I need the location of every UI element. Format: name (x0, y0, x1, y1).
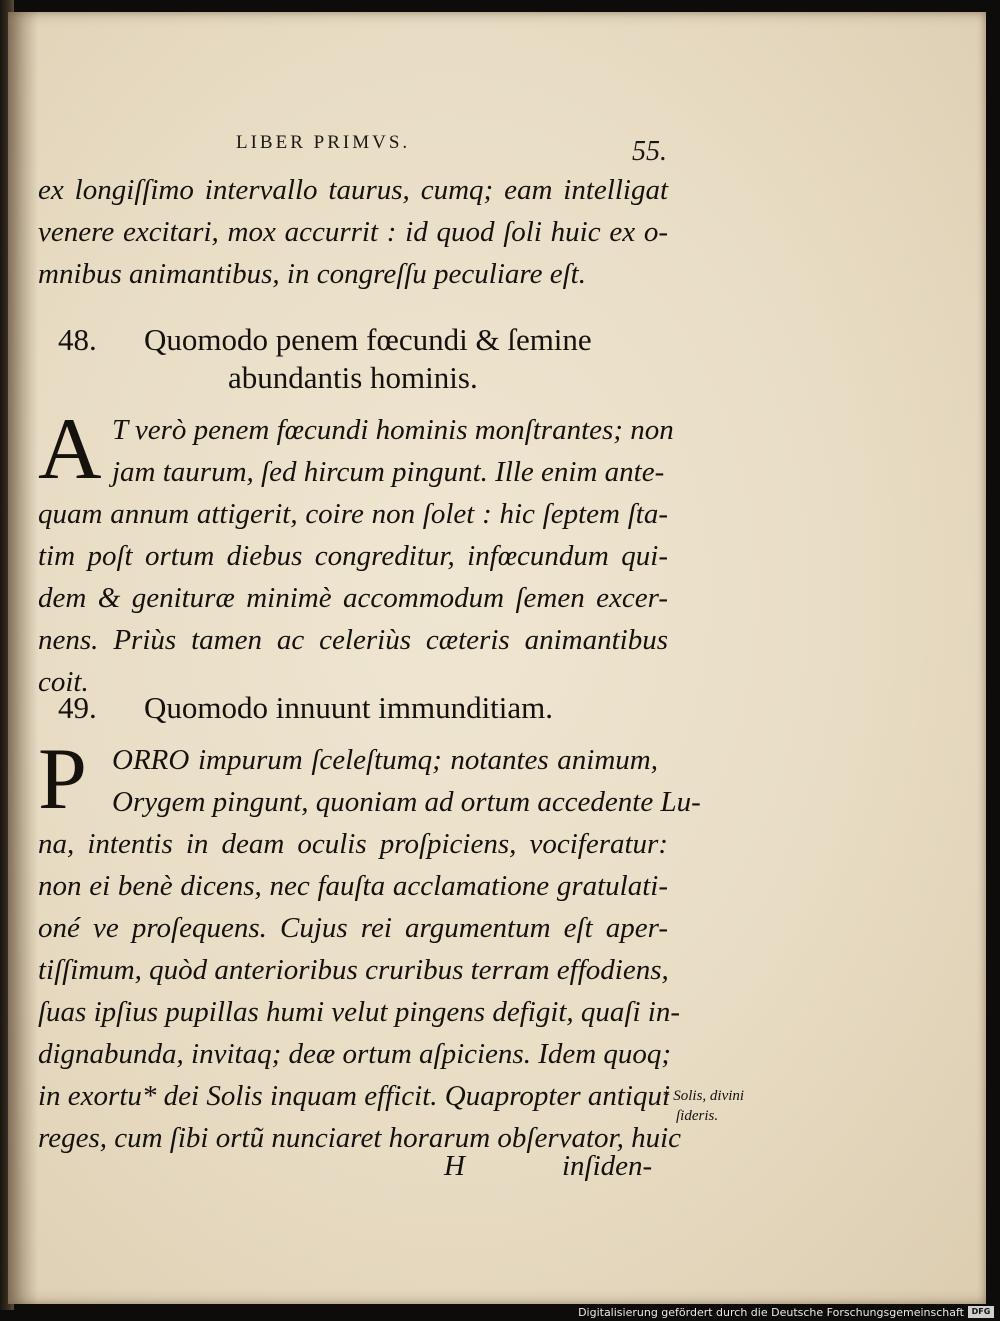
section-49-line: tiſſimum, quòd anterioribus cruribus terram effodiens, (38, 954, 669, 986)
section-48-line: coit. (38, 666, 89, 698)
section-48-line: quam annum attigerit, coire non ſolet : hic ſeptem ſta- (38, 498, 668, 530)
intro-line: mnibus animantibus, in congreſſu peculiare eſt. (38, 258, 586, 290)
intro-line: venere excitari, mox accurrit : id quod ſoli huic ex o- (38, 216, 668, 248)
page-gutter-shadow (8, 12, 38, 1304)
section-49-line: ſuas ipſius pupillas humi velut pingens defigit, quaſi in- (38, 996, 681, 1028)
section-48-line: dem & genituræ minimè accommodum ſemen excer- (38, 582, 668, 614)
section-48-title-line2: abundantis hominis. (228, 360, 478, 395)
marginal-note-line2: ſideris. (676, 1108, 719, 1124)
section-49-number: 49. (58, 690, 97, 725)
section-48-line: nens. Priùs tamen ac celeriùs cæteris animantibus (38, 624, 668, 656)
section-49-line: in exortu* dei Solis inquam efficit. Quapropter antiqui (38, 1080, 671, 1112)
intro-line: ex longiſſimo intervallo taurus, cumq; eam intelligat (38, 174, 668, 206)
section-49-line: oné ve proſequens. Cujus rei argumentum eſt aper- (38, 912, 668, 944)
section-49-line: non ei benè dicens, nec fauſta acclamatione gratulati- (38, 870, 668, 902)
section-49-line: ORRO impurum ſceleſtumq; notantes animum, (112, 744, 658, 776)
section-48-line: jam taurum, ſed hircum pingunt. Ille enim ante- (112, 456, 665, 488)
section-49-title: Quomodo innuunt immunditiam. (144, 690, 554, 725)
section-48-number: 48. (58, 322, 97, 357)
section-49-heading (58, 690, 553, 726)
marginal-note-line1: * Solis, divini (662, 1088, 745, 1104)
section-48-dropcap: A (38, 401, 102, 498)
catchword: inſiden- (562, 1150, 653, 1182)
digitization-credit: Digitalisierung gefördert durch die Deutsche Forschungsgemeinschaft (578, 1306, 964, 1319)
section-49-line: Orygem pingunt, quoniam ad ortum accedente Lu- (112, 786, 701, 818)
section-48-title-line1: Quomodo penem fœcundi & ſemine (144, 322, 592, 357)
page-number: 55. (632, 136, 667, 167)
section-48-line: T verò penem fœcundi hominis monſtrantes; non (112, 414, 674, 446)
section-49-dropcap: P (38, 731, 87, 828)
section-48-heading (58, 322, 592, 358)
section-49-line: dignabunda, invitaq; deæ ortum aſpiciens. Idem quoq; (38, 1038, 672, 1070)
signature-mark: H (444, 1150, 465, 1182)
section-49-line: na, intentis in deam oculis proſpiciens, vociferatur: (38, 828, 668, 860)
dfg-logo: DFG (968, 1306, 994, 1318)
section-49-line: reges, cum ſibi ortũ nunciaret horarum obſervator, huic (38, 1122, 682, 1154)
running-head: LIBER PRIMVS. (236, 132, 411, 153)
section-48-line: tim poſt ortum diebus congreditur, infœcundum qui- (38, 540, 668, 572)
